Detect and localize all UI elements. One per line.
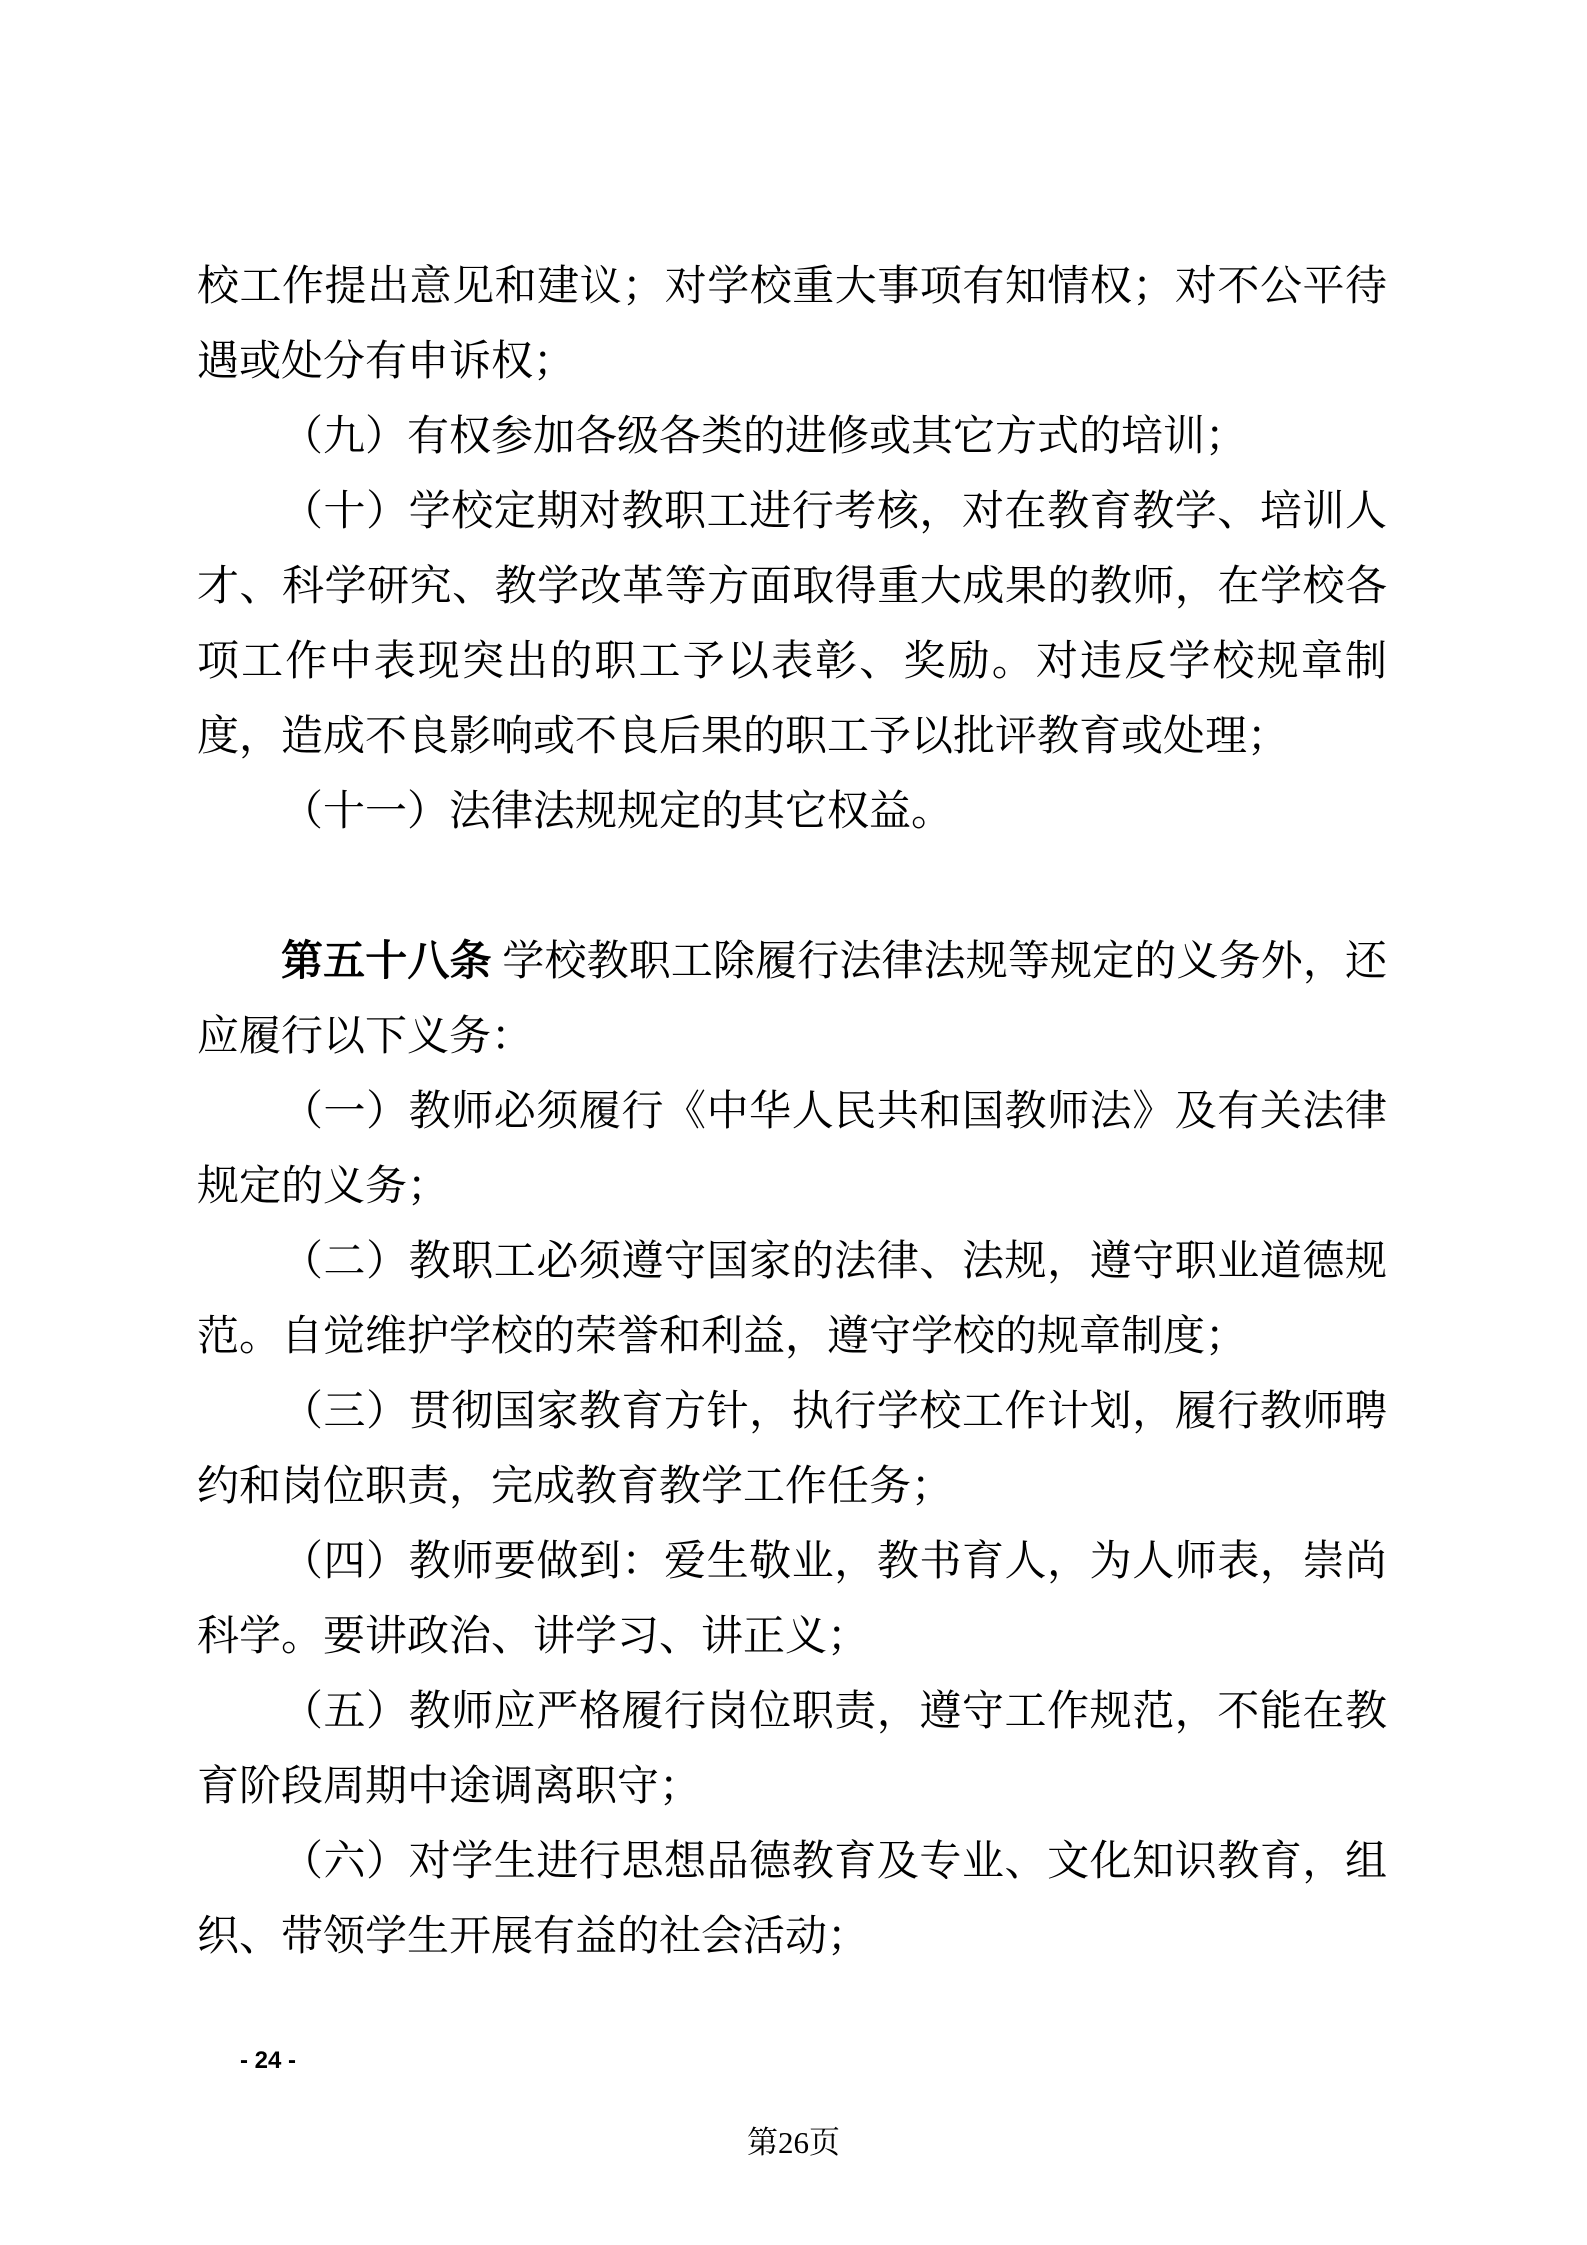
paragraph: [197, 1825, 1387, 1975]
paragraph: [197, 1525, 1387, 1675]
text-run: （二）教职工必须遵守国家的法律、法规，遵守职业道德规范。自觉维护学校的荣誉和利益，遵守学校的规章制度；: [197, 1239, 1387, 1360]
text-run: 学校教职工除履行法律法规等规定的义务外，还应履行以下义务：: [197, 939, 1387, 1060]
text-run: （三）贯彻国家教育方针，执行学校工作计划，履行教师聘约和岗位职责，完成教育教学工作任务；: [197, 1389, 1387, 1510]
blank-line: [197, 850, 1387, 925]
text-run: （五）教师应严格履行岗位职责，遵守工作规范，不能在教育阶段周期中途调离职守；: [197, 1689, 1387, 1810]
paragraph: [197, 925, 1387, 1075]
paragraph: [197, 1675, 1387, 1825]
text-run: （十）学校定期对教职工进行考核，对在教育教学、培训人才、科学研究、教学改革等方面取得重大成果的教师，在学校各项工作中表现突出的职工予以表彰、奖励。对违反学校规章制度，造成不良影响或不良后果的职工予以批评教育或处理；: [197, 489, 1387, 760]
text-run: （九）有权参加各级各类的进修或其它方式的培训；: [281, 414, 1248, 460]
text-run: 校工作提出意见和建议；对学校重大事项有知情权；对不公平待遇或处分有申诉权；: [197, 264, 1387, 385]
paragraph: [197, 775, 1387, 850]
text-run: （四）教师要做到：爱生敬业，教书育人，为人师表，崇尚科学。要讲政治、讲学习、讲正义；: [197, 1539, 1387, 1660]
article-number: 第五十八条: [281, 939, 492, 985]
text-run: （一）教师必须履行《中华人民共和国教师法》及有关法律规定的义务；: [197, 1089, 1387, 1210]
paragraph: [197, 1375, 1387, 1525]
paragraph: [197, 1075, 1387, 1225]
paragraph: [197, 475, 1387, 775]
text-run: （十一）法律法规规定的其它权益。: [281, 789, 954, 835]
footer-page-note: - 24 -: [240, 2047, 297, 2074]
page-number: 第26页: [747, 2125, 840, 2160]
paragraph: [197, 400, 1387, 475]
text-run: （六）对学生进行思想品德教育及专业、文化知识教育，组织、带领学生开展有益的社会活动；: [197, 1839, 1387, 1960]
document-body: [197, 250, 1387, 1975]
paragraph: [197, 1225, 1387, 1375]
paragraph: [197, 250, 1387, 400]
